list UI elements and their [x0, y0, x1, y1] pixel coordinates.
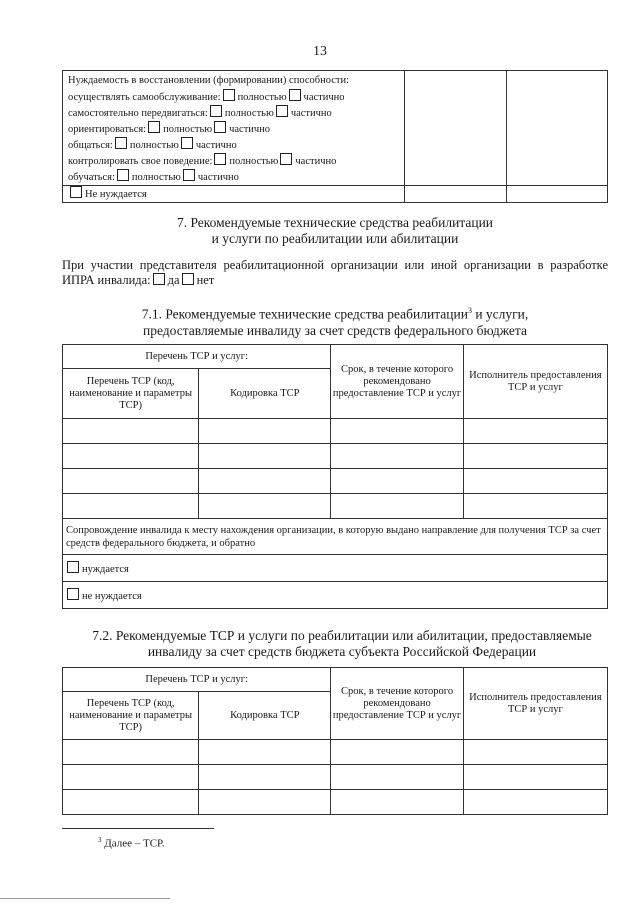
footnote-separator	[62, 828, 214, 829]
checkbox[interactable]	[183, 169, 195, 181]
checkbox[interactable]	[181, 137, 193, 149]
checkbox[interactable]	[214, 121, 226, 133]
checkbox[interactable]	[276, 105, 288, 117]
checkbox[interactable]	[280, 153, 292, 165]
s71-needs-row: нуждается	[63, 555, 608, 582]
s71-heading: 7.1. Рекомендуемые технические средства реабилитации$^3$ и услуги, предоставляемые инвалиду за счет средств федерального бюджета	[141, 306, 529, 338]
needs-row: самостоятельно передвигаться: полностью частично	[63, 105, 404, 121]
checkbox[interactable]	[210, 105, 222, 117]
s71-col-group: Перечень ТСР и услуг:	[63, 345, 331, 369]
table-row	[63, 444, 608, 469]
checkbox[interactable]	[117, 169, 129, 181]
not-needed-cell	[63, 186, 405, 203]
checkbox[interactable]	[148, 121, 160, 133]
checkbox[interactable]	[223, 89, 235, 101]
s71-col-code: Кодировка ТСР	[199, 369, 331, 419]
needs-empty-cell	[405, 71, 506, 186]
page-number: 13	[313, 44, 327, 59]
checkbox[interactable]	[70, 186, 82, 198]
checkbox-yes[interactable]	[153, 273, 165, 285]
table-row	[63, 494, 608, 519]
checkbox[interactable]	[214, 153, 226, 165]
checkbox[interactable]	[67, 588, 79, 600]
bottom-rule	[0, 898, 170, 899]
table-row	[63, 765, 608, 790]
table-row	[63, 790, 608, 815]
s72-col-term: Срок, в течение которого рекомендовано предоставление ТСР и услуг	[331, 668, 463, 740]
checkbox[interactable]	[115, 137, 127, 149]
s71-table	[62, 344, 608, 609]
s72-col-group: Перечень ТСР и услуг:	[63, 668, 331, 692]
needs-cell	[63, 71, 405, 186]
s72-table	[62, 667, 608, 815]
needs-empty-cell	[506, 71, 607, 186]
needs-table	[62, 70, 608, 203]
s72-col-code: Кодировка ТСР	[199, 692, 331, 740]
table-row	[63, 469, 608, 494]
checkbox-no[interactable]	[182, 273, 194, 285]
s72-col-list: Перечень ТСР (код, наименование и параметры ТСР)	[63, 692, 199, 740]
not-needed-label: Не нуждается	[85, 189, 147, 200]
s71-escort: Сопровождение инвалида к месту нахождения организации, в которую выдано направление для получения ТСР за счет средств федерального бюджета, и обратно	[63, 519, 608, 555]
section7-heading: 7. Рекомендуемые технические средства реабилитации и услуги по реабилитации или абилитации	[176, 215, 494, 246]
needs-row: осуществлять самообслуживание: полностью частично	[63, 89, 404, 105]
section7-para: При участии представителя реабилитационной организации или иной организации в разработке ИПРА инвалида: да нет	[62, 258, 608, 287]
checkbox[interactable]	[67, 561, 79, 573]
table-row	[63, 740, 608, 765]
s71-col-exec: Исполнитель предоставления ТСР и услуг	[463, 345, 607, 419]
table-row	[63, 419, 608, 444]
s71-col-term: Срок, в течение которого рекомендовано предоставление ТСР и услуг	[331, 345, 463, 419]
needs-row: контролировать свое поведение: полностью частично	[63, 153, 404, 169]
needs-row: общаться: полностью частично	[63, 137, 404, 153]
needs-title: Нуждаемость в восстановлении (формировании) способности:	[68, 75, 350, 86]
checkbox[interactable]	[289, 89, 301, 101]
needs-row: ориентироваться: полностью частично	[63, 121, 404, 137]
needs-row: обучаться: полностью частично	[63, 169, 404, 185]
s71-not-needs-row: не нуждается	[63, 582, 608, 609]
s72-heading: 7.2. Рекомендуемые ТСР и услуги по реабилитации или абилитации, предоставляемые инвалиду за счет средств бюджета субъекта Российской Федерации	[92, 628, 592, 659]
s71-col-list: Перечень ТСР (код, наименование и параметры ТСР)	[63, 369, 199, 419]
s72-col-exec: Исполнитель предоставления ТСР и услуг	[463, 668, 607, 740]
footnote: $^3$ Далее – ТСР.	[98, 836, 165, 850]
